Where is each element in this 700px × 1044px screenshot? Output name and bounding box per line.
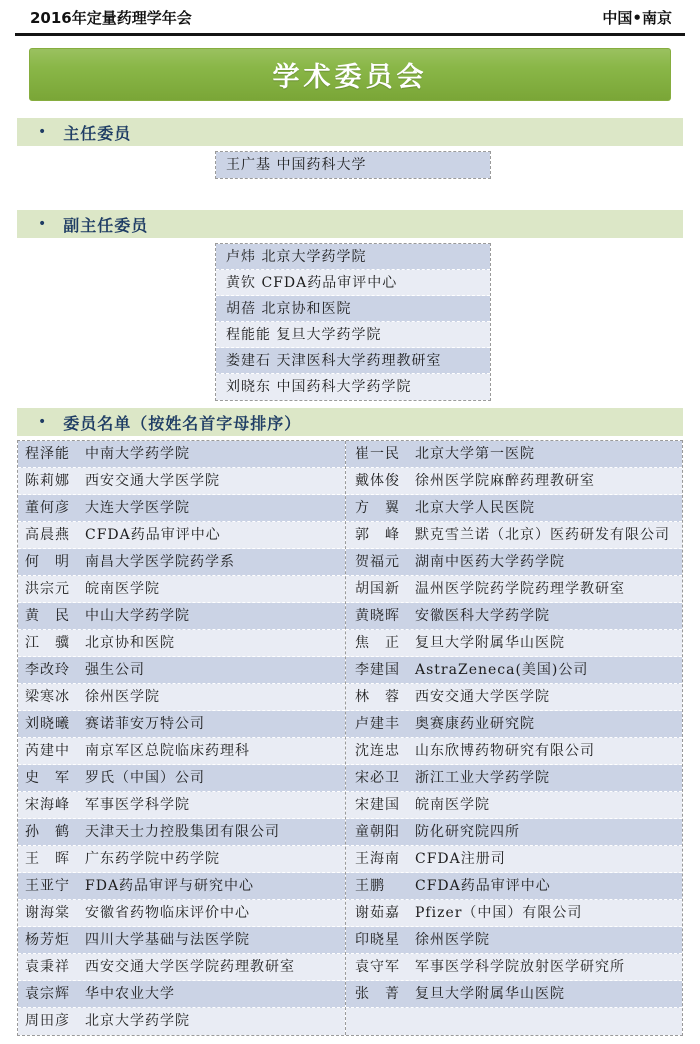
- member-name: 江 骥: [25, 635, 70, 651]
- member-name: 刘晓曦: [25, 716, 70, 732]
- member-org: 南京军区总院临床药理科: [85, 743, 250, 759]
- member-name: 宋海峰: [25, 797, 70, 813]
- committee-row: [346, 576, 682, 603]
- member-org: 复旦大学附属华山医院: [415, 635, 565, 651]
- member-name: 史 军: [25, 770, 70, 786]
- committee-row: [346, 927, 682, 954]
- member-name: 李建国: [355, 662, 400, 678]
- member-org: CFDA药品审评中心: [85, 527, 221, 543]
- member-org: 安徽省药物临床评价中心: [85, 905, 250, 921]
- member-org: 默克雪兰诺（北京）医药研发有限公司: [415, 527, 670, 543]
- committee-row: [18, 765, 345, 792]
- member-org: 湖南中医药大学药学院: [415, 554, 565, 570]
- member-org: 复旦大学附属华山医院: [415, 986, 565, 1002]
- member-name: 卢建丰: [355, 716, 400, 732]
- committee-row: [346, 684, 682, 711]
- member-name: 贺福元: [355, 554, 400, 570]
- chair-member-list: [215, 151, 491, 179]
- bullet-icon: •: [38, 124, 47, 140]
- member-org: 山东欣博药物研究有限公司: [415, 743, 595, 759]
- member-name: 袁守军: [355, 959, 400, 975]
- committee-row: [346, 981, 682, 1008]
- member-org: 西安交通大学医学院: [415, 689, 550, 705]
- committee-row: [18, 441, 345, 468]
- committee-row: [18, 738, 345, 765]
- member-org: 徐州医学院: [85, 689, 160, 705]
- committee-row: [346, 819, 682, 846]
- member-name: 黄 民: [25, 608, 70, 624]
- member-org: 北京大学人民医院: [415, 500, 535, 516]
- committee-row: [346, 900, 682, 927]
- bullet-icon: •: [38, 216, 47, 232]
- member-row: 娄建石 天津医科大学药理教研室: [216, 348, 490, 374]
- member-name: 梁寒冰: [25, 689, 70, 705]
- conference-title: 2016年定量药理学年会: [30, 9, 192, 27]
- member-name: 张 菁: [355, 986, 400, 1002]
- member-org: 西安交通大学医学院: [85, 473, 220, 489]
- member-org: 大连大学医学院: [85, 500, 190, 516]
- conference-location: 中国•南京: [602, 9, 672, 27]
- member-org: 天津天士力控股集团有限公司: [85, 824, 280, 840]
- committee-row: [18, 522, 345, 549]
- committee-row: [18, 468, 345, 495]
- committee-row: [18, 954, 345, 981]
- member-org: 徐州医学院麻醉药理教研室: [415, 473, 595, 489]
- member-name: 杨芳炬: [25, 932, 70, 948]
- member-org: Pfizer（中国）有限公司: [415, 905, 583, 921]
- member-org: 中南大学药学院: [85, 446, 190, 462]
- member-org: 温州医学院药学院药理学教研室: [415, 581, 625, 597]
- member-org: 北京大学第一医院: [415, 446, 535, 462]
- member-name: 袁宗辉: [25, 986, 70, 1002]
- member-name: 王海南: [355, 851, 400, 867]
- committee-row: [18, 657, 345, 684]
- member-name: 黄晓晖: [355, 608, 400, 624]
- member-org: CFDA注册司: [415, 851, 506, 867]
- committee-row: [18, 711, 345, 738]
- committee-row: [18, 792, 345, 819]
- section-heading-committee: [17, 408, 683, 436]
- member-name: 程泽能: [25, 446, 70, 462]
- committee-row: [346, 630, 682, 657]
- header-rule: [15, 33, 685, 36]
- member-org: 强生公司: [85, 662, 145, 678]
- member-row: 刘晓东 中国药科大学药学院: [216, 374, 490, 400]
- committee-row: [346, 846, 682, 873]
- committee-row: [346, 792, 682, 819]
- member-org: CFDA药品审评中心: [415, 878, 551, 894]
- member-org: 华中农业大学: [85, 986, 175, 1002]
- member-name: 陈莉娜: [25, 473, 70, 489]
- committee-row: [346, 711, 682, 738]
- bullet-icon: •: [38, 414, 47, 430]
- member-name: 王鹏: [355, 878, 385, 894]
- section-title-vice-chair: 副主任委员: [63, 215, 149, 235]
- member-org: 广东药学院中药学院: [85, 851, 220, 867]
- member-org: 浙江工业大学药学院: [415, 770, 550, 786]
- member-name: 董何彦: [25, 500, 70, 516]
- member-name: 孙 鹤: [25, 824, 70, 840]
- member-row: 黄钦 CFDA药品审评中心: [216, 270, 490, 296]
- member-name: 沈连忠: [355, 743, 400, 759]
- member-name: 童朝阳: [355, 824, 400, 840]
- committee-row: [346, 522, 682, 549]
- member-name: 高晨燕: [25, 527, 70, 543]
- member-name: 方 翼: [355, 500, 400, 516]
- member-name: 谢海棠: [25, 905, 70, 921]
- vice-chair-member-list: [215, 243, 491, 401]
- section-title-chair: 主任委员: [63, 123, 132, 143]
- member-name: 李改玲: [25, 662, 70, 678]
- committee-row: [18, 603, 345, 630]
- committee-row: [346, 765, 682, 792]
- member-name: 宋建国: [355, 797, 400, 813]
- member-org: 赛诺菲安万特公司: [85, 716, 205, 732]
- member-org: 南昌大学医学院药学系: [85, 554, 235, 570]
- committee-row: [18, 495, 345, 522]
- committee-row: [18, 1008, 345, 1035]
- committee-row: [346, 657, 682, 684]
- committee-row: [346, 468, 682, 495]
- committee-row: [18, 900, 345, 927]
- member-name: 崔一民: [355, 446, 400, 462]
- page-title: 学术委员会: [272, 62, 428, 93]
- member-org: 皖南医学院: [415, 797, 490, 813]
- member-org: 北京大学药学院: [85, 1013, 190, 1029]
- member-name: 胡国新: [355, 581, 400, 597]
- section-heading-chair: [17, 118, 683, 146]
- member-name: 谢茹嘉: [355, 905, 400, 921]
- member-org: 安徽医科大学药学院: [415, 608, 550, 624]
- committee-row: [346, 549, 682, 576]
- member-org: 皖南医学院: [85, 581, 160, 597]
- committee-row: [18, 576, 345, 603]
- committee-row: [346, 441, 682, 468]
- committee-row: [346, 1008, 682, 1035]
- member-org: 防化研究院四所: [415, 824, 520, 840]
- member-row: 胡蓓 北京协和医院: [216, 296, 490, 322]
- member-org: 军事医学科学院放射医学研究所: [415, 959, 625, 975]
- section-title-committee: 委员名单（按姓名首字母排序）: [63, 413, 302, 433]
- section-heading-vice-chair: [17, 210, 683, 238]
- committee-row: [346, 873, 682, 900]
- member-org: FDA药品审评与研究中心: [85, 878, 255, 894]
- committee-table-left-column: [18, 441, 345, 1035]
- committee-table-right-column: [345, 441, 682, 1035]
- committee-row: [18, 819, 345, 846]
- member-name: 宋必卫: [355, 770, 400, 786]
- member-name: 郭 峰: [355, 527, 400, 543]
- member-org: 军事医学科学院: [85, 797, 190, 813]
- committee-row: [18, 981, 345, 1008]
- committee-row: [18, 873, 345, 900]
- member-name: 洪宗元: [25, 581, 70, 597]
- committee-row: [346, 954, 682, 981]
- member-org: 西安交通大学医学院药理教研室: [85, 959, 295, 975]
- member-org: 徐州医学院: [415, 932, 490, 948]
- member-name: 周田彦: [25, 1013, 70, 1029]
- member-name: 袁秉祥: [25, 959, 70, 975]
- committee-row: [346, 603, 682, 630]
- member-row: 程能能 复旦大学药学院: [216, 322, 490, 348]
- member-name: 芮建中: [25, 743, 70, 759]
- member-org: 罗氏（中国）公司: [85, 770, 205, 786]
- committee-table: [17, 440, 683, 1036]
- committee-row: [18, 927, 345, 954]
- member-org: 中山大学药学院: [85, 608, 190, 624]
- member-org: 北京协和医院: [85, 635, 175, 651]
- member-name: 王亚宁: [25, 878, 70, 894]
- member-name: 印晓星: [355, 932, 400, 948]
- committee-row: [346, 495, 682, 522]
- document-header: [0, 0, 700, 28]
- member-name: 焦 正: [355, 635, 400, 651]
- member-org: AstraZeneca(美国)公司: [415, 662, 589, 678]
- member-name: 王 晖: [25, 851, 70, 867]
- member-name: 戴体俊: [355, 473, 400, 489]
- committee-row: [18, 846, 345, 873]
- member-name: 何 明: [25, 554, 70, 570]
- member-row: 卢炜 北京大学药学院: [216, 244, 490, 270]
- member-row: 王广基 中国药科大学: [216, 152, 490, 178]
- committee-row: [18, 549, 345, 576]
- member-org: 四川大学基础与法医学院: [85, 932, 250, 948]
- committee-row: [18, 684, 345, 711]
- committee-row: [18, 630, 345, 657]
- member-name: 林 蓉: [355, 689, 400, 705]
- member-org: 奥赛康药业研究院: [415, 716, 535, 732]
- page-title-banner: [29, 48, 671, 101]
- committee-row: [346, 738, 682, 765]
